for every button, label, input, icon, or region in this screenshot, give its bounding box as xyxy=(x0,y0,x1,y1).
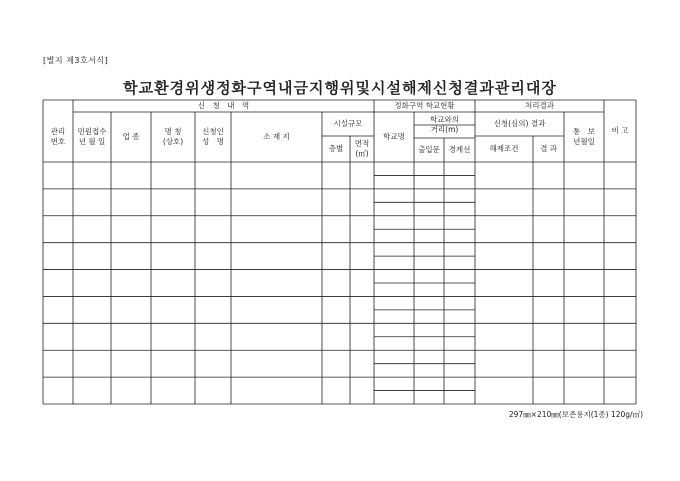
header-entrance: 출입문 xyxy=(418,144,440,154)
header-area: 면적 (㎡) xyxy=(354,138,370,158)
header-remarks: 비 고 xyxy=(611,125,629,135)
header-applicant: 신청인 성 명 xyxy=(202,126,224,146)
header-facility-scale: 시설규모 xyxy=(333,118,363,128)
header-group-zone: 정화구역 학교현황 xyxy=(394,100,455,110)
header-receipt-date: 민원접수 년 월 일 xyxy=(77,126,107,146)
header-group-result: 처리결과 xyxy=(525,100,554,110)
paper-spec-note: 297㎜×210㎜(보존용지(1종) 120g/㎡) xyxy=(508,410,643,419)
header-name: 명 칭 (상호) xyxy=(162,126,184,146)
header-notice-date: 통 보 년월일 xyxy=(573,126,595,146)
form-number: [별지 제3호서식] xyxy=(43,56,109,65)
header-school-name: 학교명 xyxy=(383,131,405,141)
header-boundary: 경계선 xyxy=(448,144,471,154)
header-group-application: 신 청 내 역 xyxy=(197,100,250,110)
document-title: 학교환경위생정화구역내금지행위및시설해제신청결과관리대장 xyxy=(123,79,557,97)
header-release-condition: 해제조건 xyxy=(489,143,519,153)
header-mgmt-no: 관리 번호 xyxy=(50,126,66,146)
header-distance: 학교와의 거리(m) xyxy=(430,114,459,134)
header-result: 결 과 xyxy=(540,143,557,153)
header-deliberation: 신청(심의) 결과 xyxy=(493,118,546,128)
header-location: 소 재 지 xyxy=(263,131,290,141)
header-business-type: 업 종 xyxy=(122,131,140,141)
header-floor: 층별 xyxy=(328,143,344,153)
